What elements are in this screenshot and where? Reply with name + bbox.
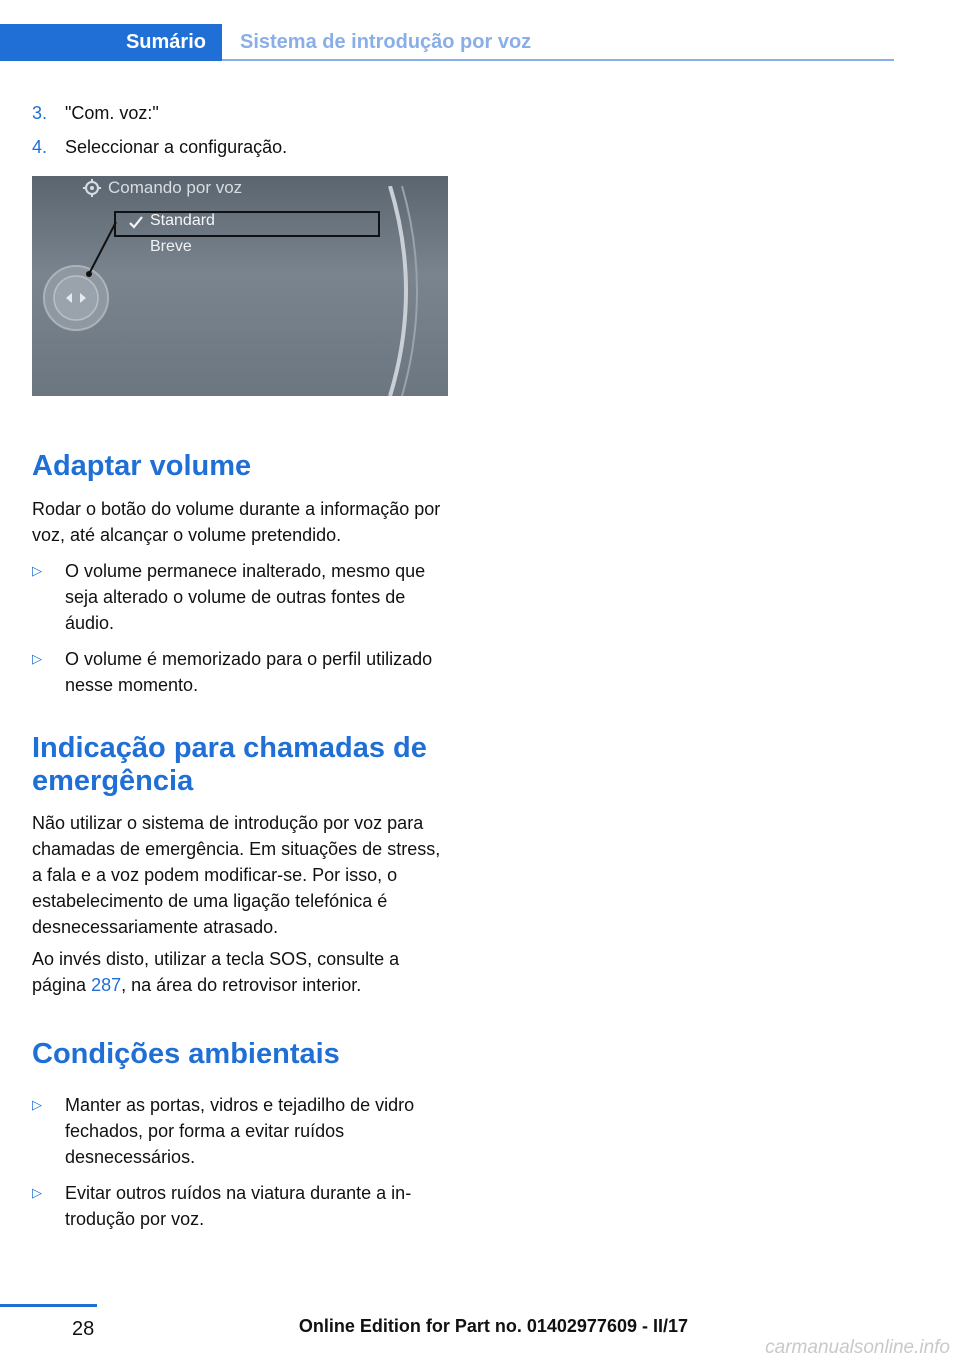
list-item-text: O volume permanece inalterado, mesmo que seja alterado o volume de outras fontes de áudio. (65, 561, 426, 633)
paragraph: Rodar o botão do volume durante a informação por voz, até alcançar o volume pretendido. (32, 499, 441, 545)
step-item (32, 134, 450, 160)
section-emergency-body (32, 810, 450, 1004)
screen-arc-decoration (388, 186, 422, 396)
steps-list (32, 100, 450, 168)
paragraph: Não utilizar o sistema de introdução por voz para chamadas de emergência. Em situações de stress, a fala e a voz podem modificar-se. Por isso, o estabelecimento de uma ligação telefónica é desnecessariamente atrasado. (32, 813, 441, 937)
gear-icon (82, 178, 102, 198)
section-volume-body (32, 496, 450, 698)
edition-label: Online Edition for Part no. 01402977609 - II/17 (298, 1316, 688, 1336)
footer-divider (0, 1304, 97, 1307)
list-item (32, 646, 450, 698)
controller-icon (32, 176, 448, 396)
bullet-triangle-icon: ▷ (32, 651, 42, 666)
bullet-triangle-icon: ▷ (32, 1097, 42, 1112)
list-item-text: Manter as portas, vidros e tejadilho de vidro fechados, por forma a evitar ruídos desnecessários. (65, 1095, 415, 1167)
menu-option-breve[interactable]: Breve (150, 238, 192, 255)
step-item (32, 100, 450, 126)
page-link[interactable]: 287 (91, 975, 122, 995)
bullet-triangle-icon: ▷ (32, 563, 42, 578)
step-number: 3. (32, 103, 48, 123)
tab-section-title[interactable]: Sistema de introdução por voz (240, 31, 532, 53)
list-item (32, 558, 450, 636)
tab-summary[interactable]: Sumário (0, 24, 222, 61)
heading-adjust-volume: Adaptar volume (32, 450, 252, 482)
menu-option-standard[interactable]: Standard (150, 212, 215, 229)
heading-environment: Condições ambientais (32, 1038, 340, 1070)
list-item (32, 1180, 450, 1232)
step-text: "Com. voz:" (65, 103, 159, 123)
step-text: Seleccionar a configuração. (65, 137, 288, 157)
screen-title: Comando por voz (108, 178, 243, 197)
list-item-text: Evitar outros ruídos na viatura durante a introdução por voz. (65, 1183, 412, 1229)
idrive-screen-image (32, 176, 448, 396)
section-environment-body (32, 1082, 450, 1232)
step-number: 4. (32, 137, 48, 157)
page-header (0, 0, 894, 62)
heading-emergency-calls: Indicação para chamadas de emergência (32, 732, 427, 797)
list-item (32, 1092, 450, 1170)
watermark: carmanualsonline.info (765, 1337, 950, 1358)
bullet-triangle-icon: ▷ (32, 1185, 42, 1200)
header-divider (222, 59, 894, 61)
paragraph: Ao invés disto, utilizar a tecla SOS, consulte a página 287, na área do retrovisor interior. (32, 949, 400, 995)
check-icon (128, 214, 144, 230)
page-number: 28 (72, 1318, 95, 1340)
list-item-text: O volume é memorizado para o perfil utilizado nesse momento. (65, 649, 433, 695)
